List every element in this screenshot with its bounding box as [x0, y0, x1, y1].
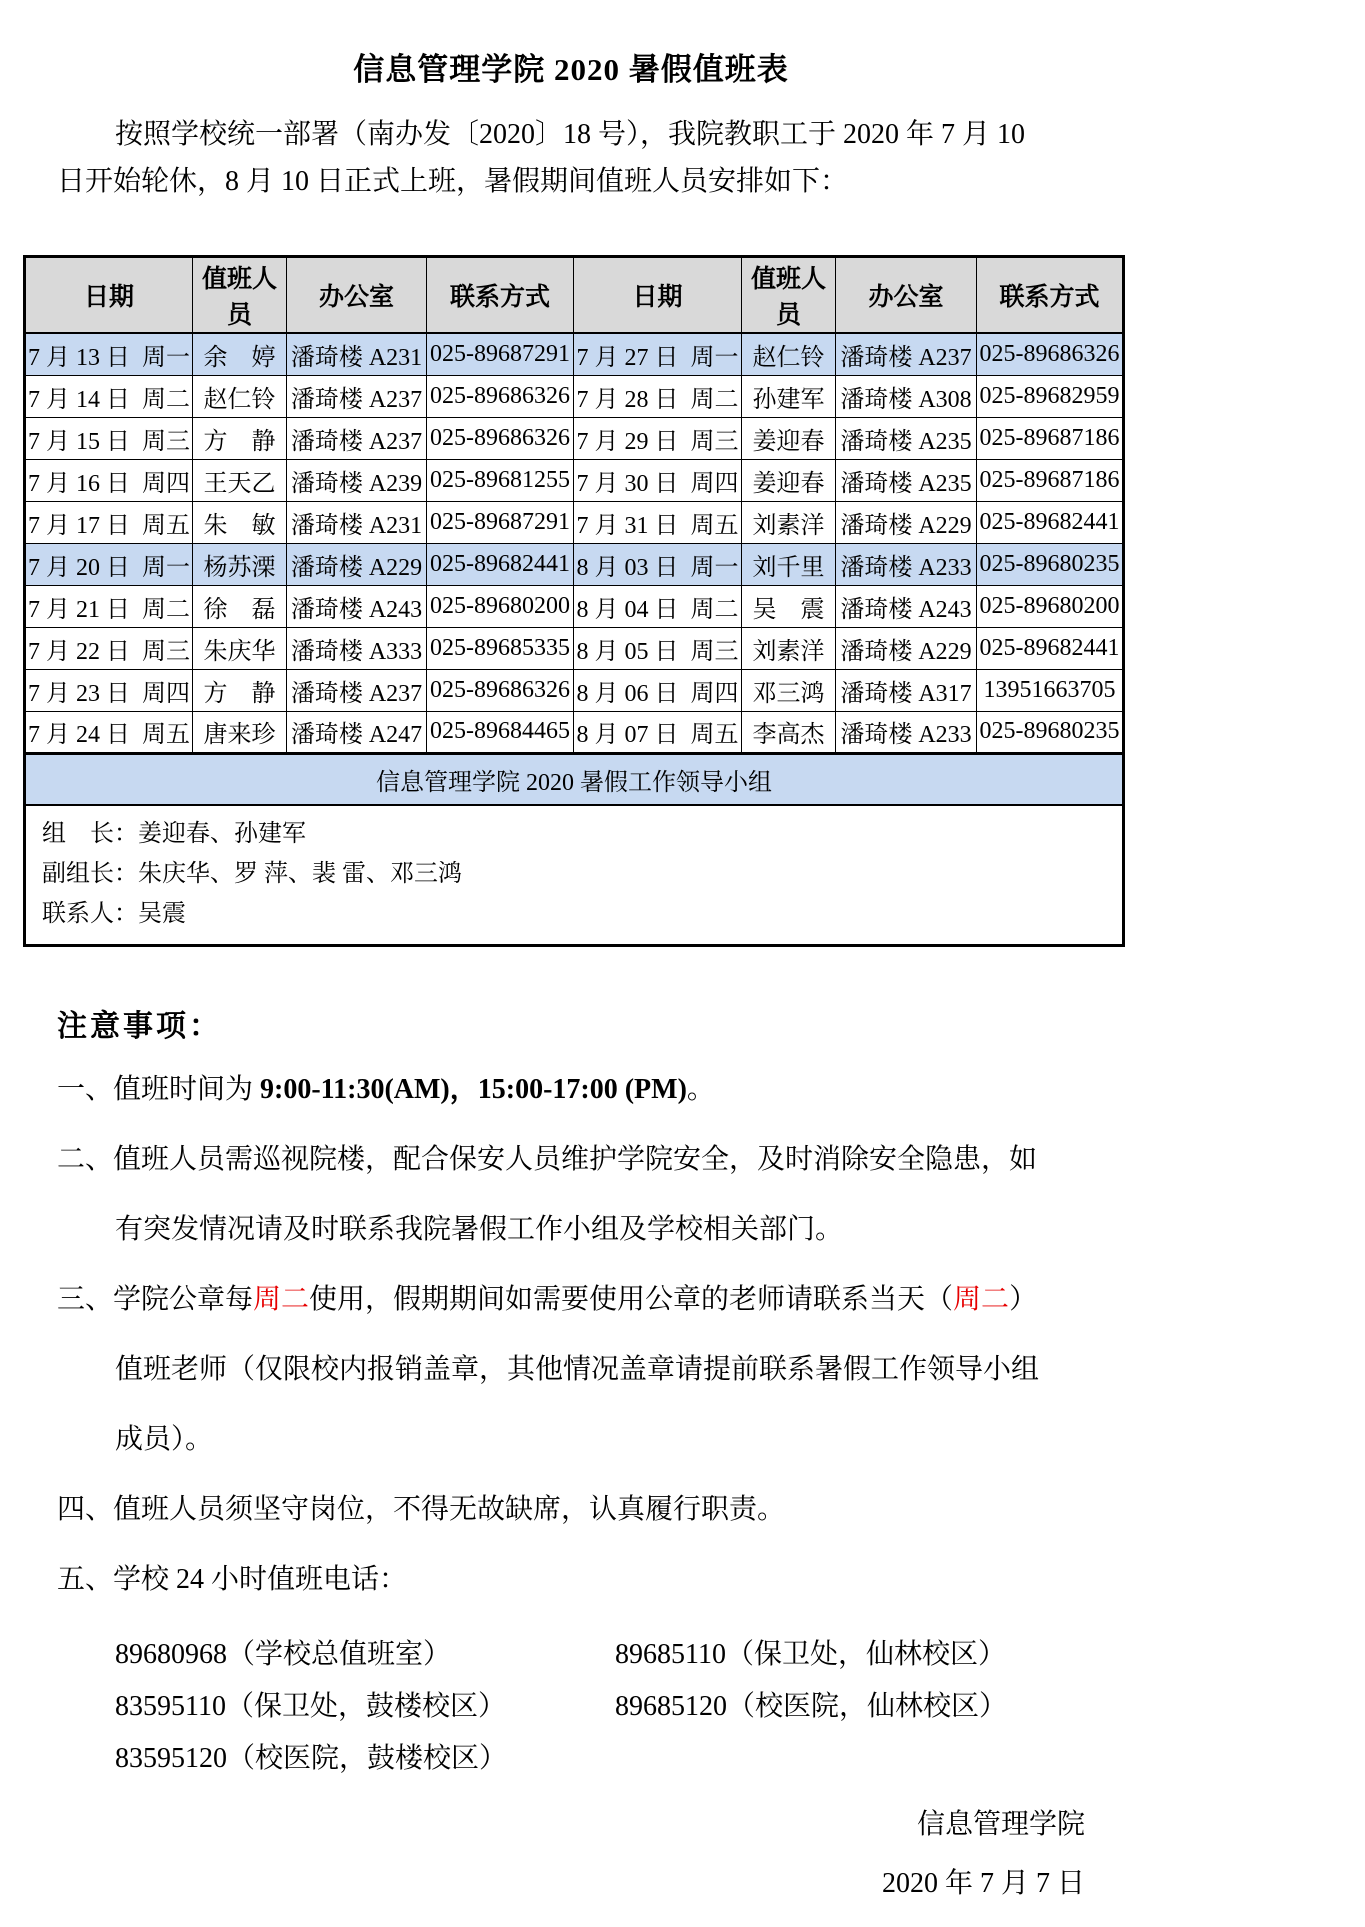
phone-cell: 025-89686326 [427, 375, 574, 417]
office-cell: 潘琦楼 A233 [836, 711, 977, 753]
person-cell: 徐 磊 [193, 585, 287, 627]
date-cell: 8 月 03 日 周一 [574, 543, 742, 585]
column-header-phone: 联系方式 [977, 257, 1124, 334]
table-header-row [25, 257, 1124, 334]
duty-row [25, 501, 1124, 543]
office-cell: 潘琦楼 A229 [287, 543, 427, 585]
person-cell: 王天乙 [193, 459, 287, 501]
text-segment: ） [1009, 1284, 1038, 1315]
phone-list [115, 1629, 1365, 1785]
date-cell: 7 月 23 日 周四 [25, 669, 193, 711]
text-segment: 一、值班时间为 [57, 1074, 261, 1105]
office-cell: 潘琦楼 A317 [836, 669, 977, 711]
duty-row [25, 585, 1124, 627]
date-cell: 8 月 04 日 周二 [574, 585, 742, 627]
notes-heading: 注意事项： [57, 1010, 222, 1043]
date-cell: 7 月 22 日 周三 [25, 627, 193, 669]
text-segment: 三、学院公章每 [57, 1284, 254, 1315]
column-header-phone: 联系方式 [427, 257, 574, 334]
phone-row [115, 1629, 1365, 1681]
office-cell: 潘琦楼 A231 [287, 501, 427, 543]
phone-cell: 025-89682441 [977, 501, 1124, 543]
phone-cell: 025-89680200 [427, 585, 574, 627]
office-cell: 潘琦楼 A308 [836, 375, 977, 417]
leadership-members [25, 805, 1124, 946]
column-header-date: 日期 [574, 257, 742, 334]
phone-entry: 83595110（保卫处，鼓楼校区） [115, 1691, 506, 1722]
note-item [57, 1125, 1085, 1265]
phone-entry: 89685120（校医院，仙林校区） [615, 1691, 1008, 1722]
date-cell: 7 月 27 日 周一 [574, 333, 742, 375]
phone-cell: 025-89682959 [977, 375, 1124, 417]
person-cell: 杨苏溧 [193, 543, 287, 585]
office-cell: 潘琦楼 A239 [287, 459, 427, 501]
phone-cell: 025-89685335 [427, 627, 574, 669]
office-cell: 潘琦楼 A237 [287, 669, 427, 711]
person-cell: 方 静 [193, 669, 287, 711]
text-segment: 四、值班人员须坚守岗位，不得无故缺席，认真履行职责。 [57, 1494, 786, 1525]
column-header-date: 日期 [25, 257, 193, 334]
person-cell: 吴 震 [742, 585, 836, 627]
office-cell: 潘琦楼 A229 [836, 627, 977, 669]
phone-cell: 025-89686326 [427, 669, 574, 711]
office-cell: 潘琦楼 A235 [836, 417, 977, 459]
phone-cell: 025-89682441 [977, 627, 1124, 669]
text-segment: 使用，假期期间如需要使用公章的老师请联系当天（ [309, 1284, 954, 1315]
office-cell: 潘琦楼 A237 [287, 417, 427, 459]
phone-cell: 025-89686326 [977, 333, 1124, 375]
phone-cell: 025-89684465 [427, 711, 574, 753]
person-cell: 刘素洋 [742, 501, 836, 543]
text-segment: 成员）。 [115, 1424, 214, 1455]
leader-line: 组 长：姜迎春、孙建军 [42, 821, 306, 847]
duty-row [25, 333, 1124, 375]
person-cell: 朱 敏 [193, 501, 287, 543]
duty-row [25, 627, 1124, 669]
intro-paragraph [57, 111, 1085, 205]
person-cell: 余 婷 [193, 333, 287, 375]
office-cell: 潘琦楼 A237 [836, 333, 977, 375]
notes-list [57, 1055, 1085, 1615]
phone-row [115, 1733, 1365, 1785]
phone-cell: 025-89687291 [427, 501, 574, 543]
duty-row [25, 375, 1124, 417]
date-cell: 7 月 15 日 周三 [25, 417, 193, 459]
person-cell: 朱庆华 [193, 627, 287, 669]
office-cell: 潘琦楼 A243 [287, 585, 427, 627]
duty-row [25, 543, 1124, 585]
date-cell: 7 月 24 日 周五 [25, 711, 193, 753]
column-header-person: 值班人员 [193, 257, 287, 334]
person-cell: 孙建军 [742, 375, 836, 417]
signature-date: 2020 年 7 月 7 日 [881, 1868, 1085, 1899]
date-cell: 7 月 29 日 周三 [574, 417, 742, 459]
note-item [57, 1545, 1085, 1615]
office-cell: 潘琦楼 A247 [287, 711, 427, 753]
phone-cell: 025-89681255 [427, 459, 574, 501]
signature-org: 信息管理学院 [916, 1809, 1085, 1840]
duty-table [23, 255, 1125, 947]
office-cell: 潘琦楼 A231 [287, 333, 427, 375]
person-cell: 赵仁铃 [193, 375, 287, 417]
date-cell: 7 月 20 日 周一 [25, 543, 193, 585]
office-cell: 潘琦楼 A333 [287, 627, 427, 669]
date-cell: 7 月 31 日 周五 [574, 501, 742, 543]
date-cell: 7 月 13 日 周一 [25, 333, 193, 375]
date-cell: 7 月 16 日 周四 [25, 459, 193, 501]
office-cell: 潘琦楼 A243 [836, 585, 977, 627]
leader-line: 联系人：吴震 [42, 901, 186, 927]
office-cell: 潘琦楼 A229 [836, 501, 977, 543]
date-cell: 8 月 05 日 周三 [574, 627, 742, 669]
phone-cell: 025-89680200 [977, 585, 1124, 627]
office-cell: 潘琦楼 A235 [836, 459, 977, 501]
column-header-office: 办公室 [287, 257, 427, 334]
person-cell: 李高杰 [742, 711, 836, 753]
date-cell: 8 月 06 日 周四 [574, 669, 742, 711]
leadership-group-title: 信息管理学院 2020 暑假工作领导小组 [25, 753, 1124, 805]
person-cell: 刘素洋 [742, 627, 836, 669]
phone-entry: 83595120（校医院，鼓楼校区） [115, 1743, 508, 1774]
document-page [0, 44, 1365, 1913]
date-cell: 7 月 28 日 周二 [574, 375, 742, 417]
column-header-office: 办公室 [836, 257, 977, 334]
phone-cell: 025-89687186 [977, 417, 1124, 459]
text-segment: 值班老师（仅限校内报销盖章，其他情况盖章请提前联系暑假工作领导小组 [115, 1354, 1040, 1385]
signature-block [57, 1795, 1085, 1913]
phone-cell: 13951663705 [977, 669, 1124, 711]
text-segment: 。 [686, 1074, 715, 1105]
date-cell: 7 月 30 日 周四 [574, 459, 742, 501]
text-segment: 按照学校统一部署（南办发〔2020〕18 号），我院教职工于 2020 年 7 月 10 [115, 119, 1026, 150]
red-text-segment: 周二 [253, 1284, 310, 1315]
text-segment: 日开始轮休，8 月 10 日正式上班，暑假期间值班人员安排如下： [57, 166, 849, 197]
person-cell: 方 静 [193, 417, 287, 459]
text-segment: 二、值班人员需巡视院楼，配合保安人员维护学院安全，及时消除安全隐患，如 [57, 1144, 1038, 1175]
phone-cell: 025-89680235 [977, 543, 1124, 585]
date-cell: 7 月 21 日 周二 [25, 585, 193, 627]
date-cell: 7 月 14 日 周二 [25, 375, 193, 417]
office-cell: 潘琦楼 A233 [836, 543, 977, 585]
office-cell: 潘琦楼 A237 [287, 375, 427, 417]
phone-cell: 025-89686326 [427, 417, 574, 459]
phone-entry: 89685110（保卫处，仙林校区） [615, 1639, 1006, 1670]
text-segment: 有突发情况请及时联系我院暑假工作小组及学校相关部门。 [115, 1214, 844, 1245]
leader-line: 副组长：朱庆华、罗 萍、裴 雷、邓三鸿 [42, 861, 462, 887]
text-segment: 五、学校 24 小时值班电话： [57, 1564, 408, 1595]
red-text-segment: 周二 [953, 1284, 1010, 1315]
table-body [25, 333, 1124, 946]
phone-cell: 025-89687291 [427, 333, 574, 375]
page-title: 信息管理学院 2020 暑假值班表 [353, 52, 789, 87]
person-cell: 刘千里 [742, 543, 836, 585]
phone-cell: 025-89680235 [977, 711, 1124, 753]
note-item [57, 1055, 1085, 1125]
person-cell: 姜迎春 [742, 417, 836, 459]
note-item [57, 1475, 1085, 1545]
duty-row [25, 459, 1124, 501]
column-header-person: 值班人员 [742, 257, 836, 334]
duty-row [25, 417, 1124, 459]
phone-cell: 025-89682441 [427, 543, 574, 585]
phone-entry: 89680968（学校总值班室） [115, 1639, 452, 1670]
duty-row [25, 711, 1124, 753]
person-cell: 姜迎春 [742, 459, 836, 501]
date-cell: 7 月 17 日 周五 [25, 501, 193, 543]
phone-row [115, 1681, 1365, 1733]
person-cell: 赵仁铃 [742, 333, 836, 375]
person-cell: 唐来珍 [193, 711, 287, 753]
note-item [57, 1265, 1085, 1475]
duty-row [25, 669, 1124, 711]
bold-text-segment: 9:00-11:30(AM)，15:00-17:00 (PM) [260, 1074, 687, 1105]
phone-cell: 025-89687186 [977, 459, 1124, 501]
person-cell: 邓三鸿 [742, 669, 836, 711]
date-cell: 8 月 07 日 周五 [574, 711, 742, 753]
